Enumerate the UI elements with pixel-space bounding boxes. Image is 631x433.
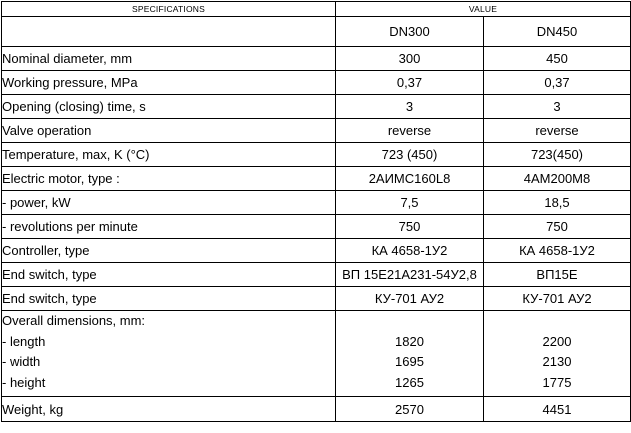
- row-label: Nominal diameter, mm: [2, 47, 336, 71]
- row-value-dn300: 750: [336, 215, 484, 239]
- dimension-label-width: - width: [2, 354, 41, 370]
- dimension-length-dn450: 2200: [542, 333, 572, 349]
- row-label: End switch, type: [2, 287, 336, 311]
- table-row: [2, 143, 631, 167]
- row-value-dn300: 2АИМС160L8: [336, 167, 484, 191]
- weight-row: [2, 397, 631, 422]
- model-dn300: DN300: [336, 17, 484, 47]
- weight-label: Weight, kg: [2, 397, 336, 422]
- row-value-dn300: 300: [336, 47, 484, 71]
- model-header-blank: [2, 17, 336, 47]
- row-label: Opening (closing) time, s: [2, 95, 336, 119]
- row-value-dn450: 450: [484, 47, 631, 71]
- row-label: Working pressure, MPa: [2, 71, 336, 95]
- table-row: [2, 167, 631, 191]
- row-value-dn300: КУ-701 АУ2: [336, 287, 484, 311]
- dimension-label-height: - height: [2, 374, 46, 390]
- table-row: [2, 119, 631, 143]
- row-label: - revolutions per minute: [2, 215, 336, 239]
- row-label: Controller, type: [2, 239, 336, 263]
- row-value-dn450: 0,37: [484, 71, 631, 95]
- table-row: [2, 71, 631, 95]
- model-dn450: DN450: [484, 17, 631, 47]
- row-value-dn300: 3: [336, 95, 484, 119]
- dimensions-labels: [2, 311, 336, 397]
- dimensions-title: Overall dimensions, mm:: [2, 313, 146, 328]
- table-row: [2, 263, 631, 287]
- row-label: - power, kW: [2, 191, 336, 215]
- row-value-dn300: reverse: [336, 119, 484, 143]
- row-value-dn450: 18,5: [484, 191, 631, 215]
- row-value-dn450: reverse: [484, 119, 631, 143]
- row-value-dn300: 0,37: [336, 71, 484, 95]
- dimensions-values-dn300: [336, 311, 484, 397]
- row-value-dn450: 750: [484, 215, 631, 239]
- dimensions-row: [2, 311, 631, 397]
- row-label: End switch, type: [2, 263, 336, 287]
- row-value-dn300: 723 (450): [336, 143, 484, 167]
- weight-value-dn450: 4451: [484, 397, 631, 422]
- dimension-length-dn300: 1820: [395, 333, 424, 349]
- row-value-dn450: ВП15Е: [484, 263, 631, 287]
- row-label: Temperature, max, K (°C): [2, 143, 336, 167]
- dimension-height-dn300: 1265: [395, 374, 424, 390]
- table-row: [2, 47, 631, 71]
- row-value-dn450: 4АМ200М8: [484, 167, 631, 191]
- row-value-dn450: 723(450): [484, 143, 631, 167]
- dimension-height-dn450: 1775: [542, 374, 572, 390]
- table-row: [2, 95, 631, 119]
- dimension-width-dn450: 2130: [542, 354, 572, 370]
- dimensions-values-dn450: [484, 311, 631, 397]
- table-row: [2, 215, 631, 239]
- row-value-dn450: 3: [484, 95, 631, 119]
- dimension-label-length: - length: [2, 333, 46, 349]
- header-specifications: SPECIFICATIONS: [2, 2, 336, 17]
- header-value: VALUE: [336, 2, 631, 17]
- table-row: [2, 287, 631, 311]
- weight-value-dn300: 2570: [336, 397, 484, 422]
- row-value-dn300: ВП 15Е21А231-54У2,8: [336, 263, 484, 287]
- row-value-dn450: КА 4658-1У2: [484, 239, 631, 263]
- dimension-width-dn300: 1695: [395, 354, 424, 370]
- specifications-table: [1, 1, 631, 422]
- table-row: [2, 239, 631, 263]
- row-label: Electric motor, type :: [2, 167, 336, 191]
- row-value-dn450: КУ-701 АУ2: [484, 287, 631, 311]
- row-value-dn300: 7,5: [336, 191, 484, 215]
- row-label: Valve operation: [2, 119, 336, 143]
- row-value-dn300: КА 4658-1У2: [336, 239, 484, 263]
- table-row: [2, 191, 631, 215]
